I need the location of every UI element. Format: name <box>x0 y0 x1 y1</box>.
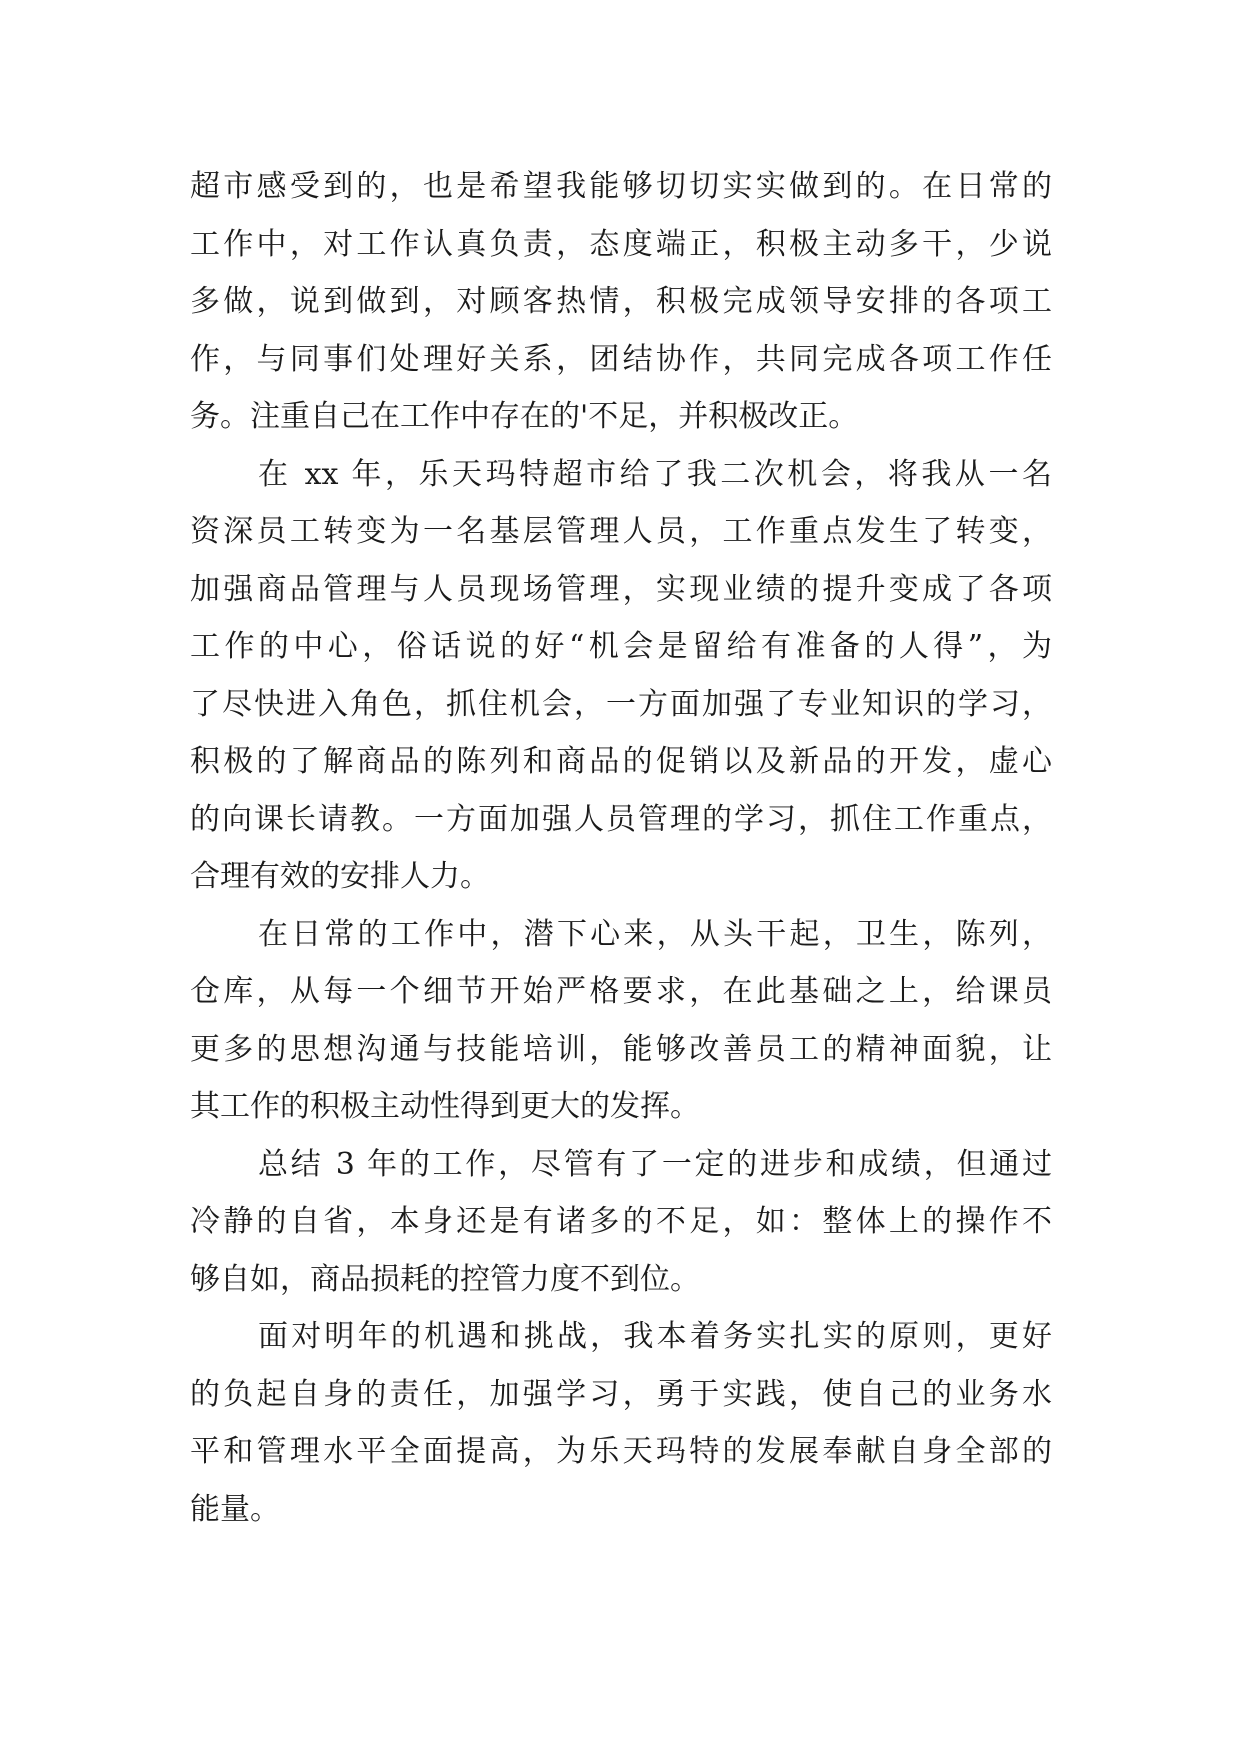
paragraph-2-line-3: 加强商品管理与人员现场管理，实现业绩的提升变成了各项 <box>190 571 1052 607</box>
paragraph-5-line-2: 的负起自身的责任，加强学习，勇于实践，使自己的业务水 <box>190 1376 1052 1412</box>
document-body <box>190 158 1052 1538</box>
paragraph-2-line-6: 积极的了解商品的陈列和商品的促销以及新品的开发，虚心 <box>190 744 1052 779</box>
paragraph-2-line-5: 了尽快进入角色，抓住机会，一方面加强了专业知识的学习， <box>190 686 1052 722</box>
paragraph-4-line-2: 冷静的自省，本身还是有诸多的不足，如：整体上的操作不 <box>190 1204 1052 1239</box>
paragraph-4-line-1: 总结 3 年的工作，尽管有了一定的进步和成绩，但通过 <box>258 1146 1052 1182</box>
paragraph-1-line-2: 工作中，对工作认真负责，态度端正，积极主动多干，少说 <box>190 226 1052 262</box>
paragraph-4-line-3: 够自如，商品损耗的控管力度不到位。 <box>190 1261 700 1297</box>
paragraph-2-line-8: 合理有效的安排人力。 <box>190 859 490 894</box>
paragraph-5-line-4: 能量。 <box>190 1491 280 1527</box>
paragraph-3-line-2: 仓库，从每一个细节开始严格要求，在此基础之上，给课员 <box>190 974 1052 1009</box>
paragraph-2-line-1: 在 xx 年，乐天玛特超市给了我二次机会，将我从一名 <box>258 456 1052 492</box>
paragraph-3-line-3: 更多的思想沟通与技能培训，能够改善员工的精神面貌，让 <box>190 1031 1052 1067</box>
paragraph-3-line-1: 在日常的工作中，潜下心来，从头干起，卫生，陈列， <box>258 916 1052 952</box>
paragraph-1-line-3: 多做，说到做到，对顾客热情，积极完成领导安排的各项工 <box>190 284 1052 319</box>
paragraph-2-line-7: 的向课长请教。一方面加强人员管理的学习，抓住工作重点， <box>190 801 1052 837</box>
paragraph-1-line-1: 超市感受到的，也是希望我能够切切实实做到的。在日常的 <box>190 169 1052 204</box>
paragraph-1-line-5: 务。注重自己在工作中存在的'不足，并积极改正。 <box>190 399 859 434</box>
paragraph-5-line-3: 平和管理水平全面提高，为乐天玛特的发展奉献自身全部的 <box>190 1434 1052 1469</box>
paragraph-5-line-1: 面对明年的机遇和挑战，我本着务实扎实的原则，更好 <box>258 1319 1052 1354</box>
paragraph-1-line-4: 作，与同事们处理好关系，团结协作，共同完成各项工作任 <box>190 341 1052 377</box>
paragraph-2-line-4: 工作的中心，俗话说的好“机会是留给有准备的人得”，为 <box>190 629 1052 664</box>
paragraph-2-line-2: 资深员工转变为一名基层管理人员，工作重点发生了转变， <box>190 514 1052 549</box>
paragraph-3-line-4: 其工作的积极主动性得到更大的发挥。 <box>190 1089 700 1124</box>
